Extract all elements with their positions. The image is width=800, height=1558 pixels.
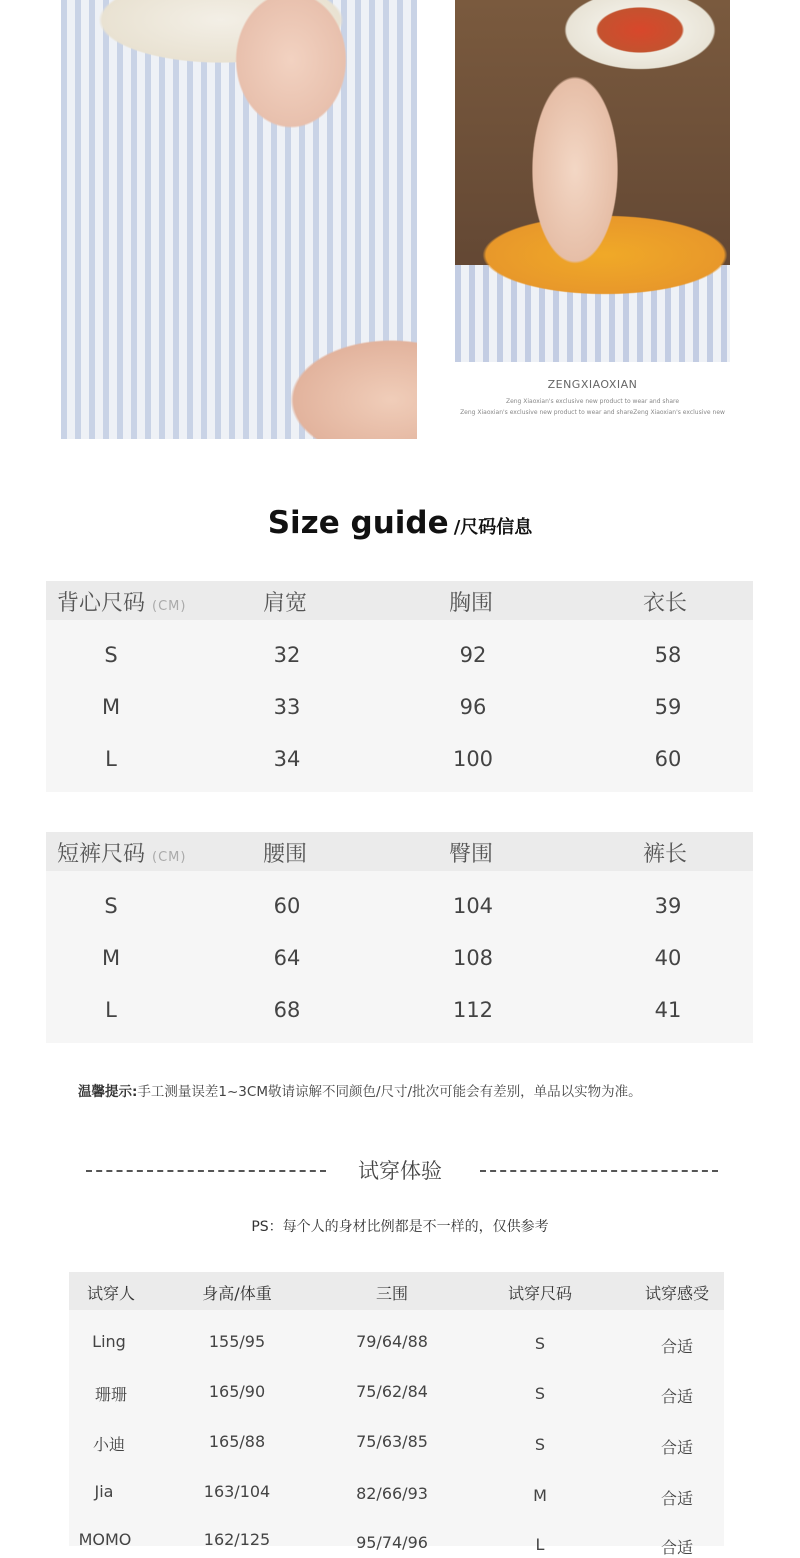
try-on-row-measurements: 82/66/93 — [356, 1484, 428, 1503]
try-on-row-fit: 合适 — [660, 1489, 693, 1508]
shorts-row-length: 41 — [654, 998, 682, 1022]
vest-row-length: 58 — [654, 643, 682, 667]
size-guide-subtitle: /尺码信息 — [453, 517, 533, 538]
tip-label: 温馨提示: — [78, 1084, 138, 1100]
divider-right — [480, 1170, 718, 1172]
try-on-row-measurements: 79/64/88 — [356, 1332, 428, 1351]
vest-row-size: L — [105, 747, 117, 771]
photo-caption-line1: Zeng Xiaoxian's exclusive new product to wear and share — [505, 398, 680, 405]
shorts-row-size: M — [101, 946, 121, 970]
vest-row-size: S — [104, 643, 118, 667]
shorts-row-waist: 64 — [273, 946, 301, 970]
try-on-row-height-weight: 162/125 — [203, 1530, 271, 1549]
product-photo-model-drinking — [61, 0, 417, 439]
shorts-row-hip: 108 — [452, 946, 494, 970]
product-photo-detail-table — [455, 0, 730, 362]
shorts-row-waist: 60 — [273, 894, 301, 918]
photo-caption-line2: Zeng Xiaoxian's exclusive new product to wear and shareZeng Xiaoxian's exclusive new — [460, 409, 725, 416]
header-fit-feeling: 试穿感受 — [644, 1284, 709, 1303]
unit-label: (CM) — [152, 599, 187, 614]
try-on-row-fit: 合适 — [660, 1538, 693, 1557]
try-on-row-height-weight: 165/90 — [208, 1382, 266, 1401]
header-size-worn: 试穿尺码 — [507, 1284, 572, 1303]
try-on-row-height-weight: 163/104 — [203, 1482, 271, 1501]
try-on-row-size: L — [535, 1535, 545, 1554]
vest-row-chest: 96 — [459, 695, 487, 719]
header-measurements: 三围 — [375, 1284, 408, 1303]
try-on-row-fit: 合适 — [660, 1438, 693, 1457]
try-on-heading: 试穿体验 — [358, 1159, 442, 1183]
try-on-row-size: M — [533, 1486, 547, 1505]
shorts-row-length: 39 — [654, 894, 682, 918]
shorts-table-header — [46, 832, 753, 871]
vest-row-shoulder: 34 — [273, 747, 301, 771]
try-on-row-fit: 合适 — [660, 1337, 693, 1356]
try-on-row-name: 小迪 — [92, 1435, 125, 1454]
shorts-row-size: L — [105, 998, 117, 1022]
shorts-size-table — [46, 832, 753, 1043]
shorts-header-waist: 腰围 — [263, 842, 308, 867]
vest-row-shoulder: 32 — [273, 643, 301, 667]
photo-caption-brand: ZENGXIAOXIAN — [547, 378, 638, 391]
vest-row-size: M — [101, 695, 121, 719]
size-guide-heading — [0, 505, 800, 541]
unit-label: (CM) — [152, 850, 187, 865]
header-tester: 试穿人 — [86, 1284, 135, 1303]
vest-row-length: 60 — [654, 747, 682, 771]
shorts-row-size: S — [104, 894, 118, 918]
shorts-row-waist: 68 — [273, 998, 301, 1022]
try-on-row-name: MOMO — [78, 1530, 132, 1549]
try-on-row-height-weight: 155/95 — [208, 1332, 266, 1351]
vest-row-shoulder: 33 — [273, 695, 301, 719]
try-on-row-measurements: 75/63/85 — [356, 1432, 428, 1451]
try-on-row-measurements: 75/62/84 — [356, 1382, 428, 1401]
shorts-row-length: 40 — [654, 946, 682, 970]
vest-header-shoulder: 肩宽 — [263, 591, 308, 616]
shorts-table-label: 短裤尺码 (CM) — [57, 842, 187, 867]
shorts-row-hip: 104 — [452, 894, 494, 918]
header-height-weight: 身高/体重 — [202, 1284, 272, 1303]
vest-header-length: 衣长 — [643, 591, 688, 616]
try-on-row-size: S — [534, 1435, 546, 1454]
vest-table-label: 背心尺码 (CM) — [57, 591, 187, 616]
vest-row-chest: 92 — [459, 643, 487, 667]
try-on-row-size: S — [534, 1384, 546, 1403]
shorts-header-hip: 臀围 — [449, 842, 494, 867]
try-on-row-name: Ling — [92, 1332, 126, 1351]
vest-row-chest: 100 — [452, 747, 494, 771]
tip-text: 手工测量误差1~3CM敬请谅解不同颜色/尺寸/批次可能会有差别，单品以实物为准。 — [137, 1084, 642, 1100]
size-guide-title: Size guide — [267, 505, 449, 541]
vest-table-header — [46, 581, 753, 620]
try-on-row-height-weight: 165/88 — [208, 1432, 266, 1451]
vest-size-table — [46, 581, 753, 792]
try-on-note: PS：每个人的身材比例都是不一样的，仅供参考 — [251, 1219, 549, 1235]
measurement-tip — [78, 1080, 642, 1100]
vest-header-chest: 胸围 — [449, 591, 494, 616]
shorts-row-hip: 112 — [452, 998, 494, 1022]
try-on-row-measurements: 95/74/96 — [356, 1533, 428, 1552]
try-on-row-name: 珊珊 — [94, 1385, 127, 1404]
try-on-row-size: S — [534, 1334, 546, 1353]
try-on-row-name: Jia — [94, 1482, 114, 1501]
try-on-table — [69, 1272, 724, 1557]
shorts-header-length: 裤长 — [643, 842, 688, 867]
vest-row-length: 59 — [654, 695, 682, 719]
try-on-row-fit: 合适 — [660, 1387, 693, 1406]
try-on-table-header — [69, 1272, 724, 1310]
